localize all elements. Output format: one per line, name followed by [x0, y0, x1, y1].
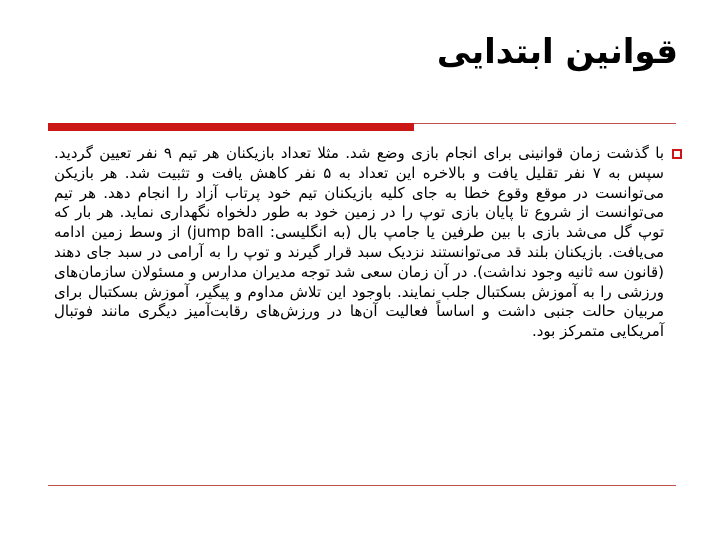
slide-title: قوانین ابتدایی	[436, 32, 678, 72]
title-divider-accent	[48, 123, 414, 131]
footer-divider	[48, 485, 676, 486]
square-bullet-icon	[672, 149, 682, 159]
body-paragraph: با گذشت زمان قوانینی برای انجام بازی وضع شد. مثلا تعداد بازیکنان هر تیم ۹ نفر تعیین گردید. سپس به ۷ نفر تقلیل یافت و بالاخره این تعداد به ۵ نفر کاهش یافت و تثبیت شد. هر بازیکن می‌توانست در موقع وقوع خطا به جای کلیه بازیکنان تیم خود پرتاب آزاد را انجام دهد. هر تیم می‌توانست از شروع تا پایان بازی توپ را در زمین خود به طور دلخواه نگهداری نماید. هر بار که توپ گل می‌شد بازی با بین طرفین یا جامپ بال (به انگلیسی: jump ball) از وسط زمین ادامه می‌یافت. بازیکنان بلند قد می‌توانستند نزدیک سبد قرار گیرند و توپ را به آرامی در سبد جای دهند (قانون سه ثانیه وجود نداشت). در آن زمان سعی شد توجه مدیران مدارس و مسئولان سازمان‌های ورزشی را به آموزش بسکتبال جلب نمایند. باوجود این تلاش مداوم و پیگیر، آموزش بسکتبال برای مربیان حالت جنبی داشت و اساساً فعالیت آن‌ها در ورزش‌های رقابت‌آمیز دیگری مانند فوتبال آمریکایی متمرکز بود.	[54, 144, 665, 341]
